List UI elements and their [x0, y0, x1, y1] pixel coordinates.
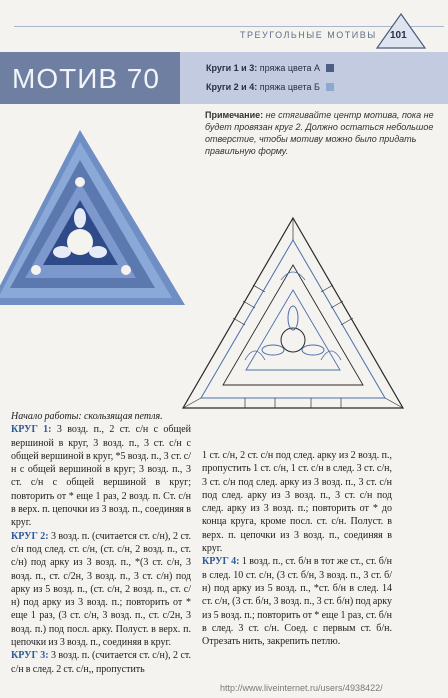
note-text: не стягивайте центр мотива, пока не будет провязан круг 2. Должно остаться небольшое отверстие, чтобы мотиву можно было придать правильную форму.: [205, 110, 434, 156]
intro-text: Начало работы: скользящая петля.: [11, 411, 163, 422]
round3-continuation: 1 ст. с/н, 2 ст. с/н под след. арку из 2 возд. п., пропустить 1 ст. с/н, 1 ст. с/н в след. 3 ст. с/н, 3 ст. с/н под след. арку из 3 возд. п., 3 ст. с/н под след. арку из 3 возд. п., 3 ст. с/н под след. арку из 3 возд. п.; повторить от * до конца круга, кроме посл. ст. с/н. Полуст. в верх. п. цепочки из 3 возд. п., соединяя в круг.: [202, 450, 392, 555]
crochet-motif-photo: [0, 120, 195, 315]
round1-label: КРУГ 1:: [11, 424, 52, 436]
color-a-swatch-icon: [326, 64, 334, 72]
legend-round1-label: Круги 1 и 3:: [206, 63, 258, 73]
round1-block: [11, 423, 191, 529]
round1-text: 3 возд. п., 2 ст. с/н с общей вершиной в круг, 3 возд. п., 3 ст. с/н с общей вершиной в круг, *5 возд. п., 3 ст. с/н с общей вершиной в круг; 3 возд. п., 3 ст. с/н с общей вершиной в круг; повторить от * еще 1 раз, 2 возд. п. Ст. с/н в верх. п. цепочки из 3 возд. п., соединяя в круг.: [11, 424, 191, 529]
motif-title: МОТИВ 70: [12, 63, 160, 94]
round2-block: [11, 530, 191, 650]
legend-round2-label: Круги 2 и 4:: [206, 82, 258, 92]
footer-url: http://www.liveinternet.ru/users/4938422/: [220, 683, 383, 693]
legend-round2-value: пряжа цвета Б: [259, 82, 320, 92]
note-label: Примечание:: [205, 110, 264, 120]
note: [205, 109, 440, 157]
round4-text: 1 возд. п., ст. б/н в тот же ст., ст. б/н в след. 10 ст. с/н, (3 ст. б/н, 3 возд. п., 3 ст. б/н) под арку из 5 возд. п., *ст. б/н в след. 14 ст. с/н, (3 ст. б/н, 3 возд. п., 3 ст. б/н) под арку из 5 возд. п.; повторить от * еще 1 раз, ст. б/н в след. 3 ст. с/н. Соед. с первым ст. б/н. Отрезать нить, закрепить петлю.: [202, 556, 392, 648]
legend-round1: [206, 63, 334, 73]
round3-block: [11, 649, 191, 676]
round2-label: КРУГ 2:: [11, 530, 49, 542]
round3-label: КРУГ 3:: [11, 650, 49, 662]
color-b-swatch-icon: [326, 83, 334, 91]
round4-label: КРУГ 4:: [202, 556, 240, 568]
instructions-right-column: [202, 449, 392, 648]
legend-round1-value: пряжа цвета А: [259, 63, 320, 73]
instructions-left-column: [11, 410, 191, 676]
round2-text: 3 возд. п. (считается ст. с/н), 2 ст. с/н под след. ст. с/н, (ст. с/н, 2 возд. п., ст. с/н) под арку из 3 возд. п., *(3 ст. с/н, 3 возд. п., ст. с/2н, 3 возд. п., 3 ст. с/н) под арку из 5 возд. п., (ст. с/н, 2 возд. п., ст. с/н) под арку из 3 возд. п.; повторить от * еще 1 раз, (3 ст. с/н, 3 возд. п., ст. с/2н, 3 возд. п.) под посл. арку. Полуст. в верх. п. цепочки из 3 возд. п., соединяя в круг.: [11, 530, 191, 649]
section-title: ТРЕУГОЛЬНЫЕ МОТИВЫ: [240, 30, 377, 40]
crochet-chart-diagram: [175, 210, 410, 415]
round4-block: [202, 555, 392, 648]
yarn-legend: [180, 52, 448, 104]
page-number: 101: [390, 30, 407, 41]
round3-text-left: 3 возд. п. (считается ст. с/н), 2 ст. с/н в след. 2 ст. с/н,, пропустить: [11, 650, 191, 675]
legend-round2: [206, 82, 334, 92]
